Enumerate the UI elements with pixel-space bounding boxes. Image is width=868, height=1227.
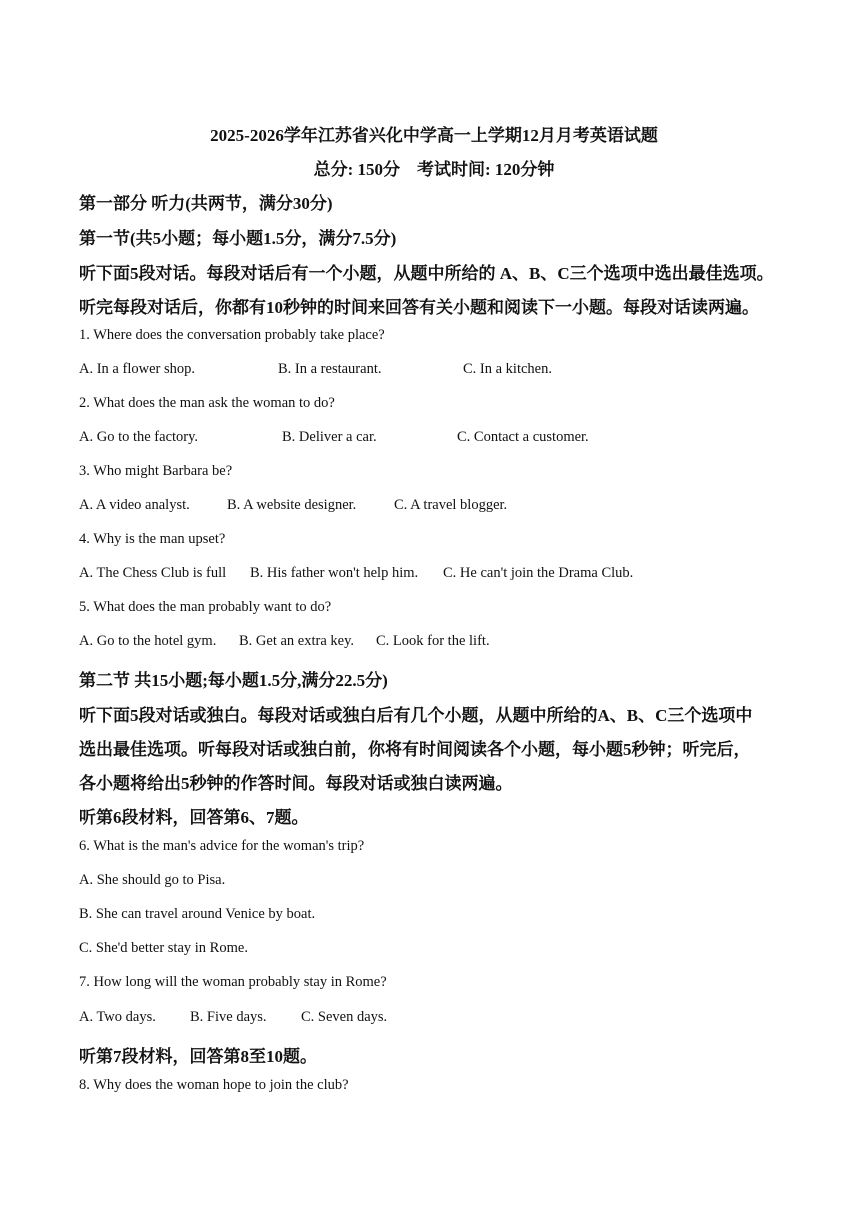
question-4-option-b: B. His father won't help him. — [250, 565, 419, 581]
question-5-option-b: B. Get an extra key. — [239, 633, 355, 649]
question-4-option-c: C. He can't join the Drama Club. — [443, 565, 634, 581]
material-6-heading: 听第6段材料，回答第6、7题。 — [79, 808, 309, 827]
question-5-option-a: A. Go to the hotel gym. — [79, 633, 217, 649]
material-7-heading: 听第7段材料，回答第8至10题。 — [79, 1047, 317, 1066]
question-2-option-b: B. Deliver a car. — [282, 429, 377, 445]
question-6-option-b: B. She can travel around Venice by boat. — [79, 906, 316, 922]
question-7-stem: 7. How long will the woman probably stay in Rome? — [79, 974, 387, 990]
part1-heading: 第一部分 听力(共两节，满分30分) — [79, 194, 333, 213]
section2-instruction-1: 听下面5段对话或独白。每段对话或独白后有几个小题，从题中所给的A、B、C三个选项中 — [79, 706, 753, 725]
question-7-option-c: C. Seven days. — [301, 1009, 388, 1025]
question-3-stem: 3. Who might Barbara be? — [79, 463, 233, 479]
question-2-option-c: C. Contact a customer. — [457, 429, 589, 445]
question-3-option-c: C. A travel blogger. — [394, 497, 508, 513]
question-5-option-c: C. Look for the lift. — [376, 633, 490, 649]
question-7-option-b: B. Five days. — [190, 1009, 267, 1025]
section1-heading: 第一节(共5小题；每小题1.5分，满分7.5分) — [79, 229, 397, 248]
question-3-option-b: B. A website designer. — [227, 497, 357, 513]
section2-heading: 第二节 共15小题;每小题1.5分,满分22.5分) — [79, 671, 388, 690]
question-1-option-a: A. In a flower shop. — [79, 361, 195, 377]
question-1-stem: 1. Where does the conversation probably take place? — [79, 327, 385, 343]
question-8-stem: 8. Why does the woman hope to join the club? — [79, 1077, 349, 1093]
section1-instruction-2: 听完每段对话后，你都有10秒钟的时间来回答有关小题和阅读下一小题。每段对话读两遍。 — [79, 298, 759, 317]
section2-instruction-3: 各小题将给出5秒钟的作答时间。每段对话或独白读两遍。 — [79, 774, 513, 793]
question-7-option-a: A. Two days. — [79, 1009, 156, 1025]
question-5-stem: 5. What does the man probably want to do? — [79, 599, 332, 615]
section2-instruction-2: 选出最佳选项。听每段对话或独白前，你将有时间阅读各个小题，每小题5秒钟；听完后， — [79, 740, 751, 759]
question-4-stem: 4. Why is the man upset? — [79, 531, 226, 547]
question-6-option-a: A. She should go to Pisa. — [79, 872, 226, 888]
question-1-option-c: C. In a kitchen. — [463, 361, 552, 377]
question-4-option-a: A. The Chess Club is full — [79, 565, 227, 581]
section1-instruction-1: 听下面5段对话。每段对话后有一个小题，从题中所给的 A、B、C三个选项中选出最佳选项。 — [79, 264, 774, 283]
exam-subtitle: 总分: 150分 考试时间: 120分钟 — [313, 160, 555, 179]
question-3-option-a: A. A video analyst. — [79, 497, 190, 513]
question-6-option-c: C. She'd better stay in Rome. — [79, 940, 248, 956]
question-2-option-a: A. Go to the factory. — [79, 429, 199, 445]
exam-title: 2025-2026学年江苏省兴化中学高一上学期12月月考英语试题 — [210, 126, 658, 145]
question-2-stem: 2. What does the man ask the woman to do? — [79, 395, 335, 411]
question-1-option-b: B. In a restaurant. — [278, 361, 382, 377]
question-6-stem: 6. What is the man's advice for the woman's trip? — [79, 838, 365, 854]
